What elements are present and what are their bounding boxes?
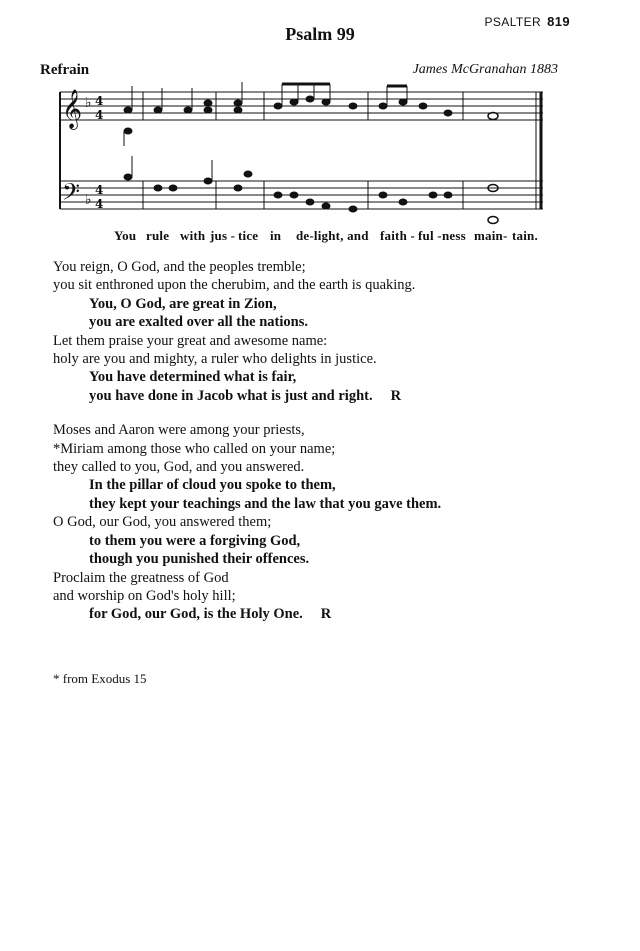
lyric-syllable: in (270, 228, 282, 243)
refrain-label: Refrain (40, 62, 90, 78)
stanza-2 (53, 421, 613, 623)
svg-text:♭: ♭ (85, 192, 92, 208)
lyric-syllable: ful - (418, 228, 442, 243)
response-marker: R (320, 606, 332, 623)
verse-line: to them you were a forgiving God, (89, 532, 301, 549)
lyric-syllable: jus - (210, 228, 236, 243)
verse-line: You reign, O God, and the peoples tremble; (53, 259, 306, 275)
verse-line: they called to you, God, and you answered. (53, 459, 305, 476)
verse-line: Let them praise your great and awesome name: (53, 332, 328, 349)
lyric-syllable: main- (474, 228, 508, 243)
footnote: * from Exodus 15 (53, 671, 147, 686)
svg-text:4: 4 (95, 94, 104, 108)
lyric-syllable: faith - (380, 228, 415, 243)
psalm-text (53, 258, 613, 624)
verse-line-text: you have done in Jacob what is just and right. (89, 387, 373, 404)
response-marker: R (390, 387, 402, 404)
lyric-syllable: tain. (512, 228, 538, 243)
svg-text:4: 4 (95, 108, 104, 122)
verse-line: Moses and Aaron were among your priests, (53, 422, 305, 439)
verse-line: they kept your teachings and the law that you gave them. (89, 495, 442, 512)
verse-line: You have determined what is fair, (89, 369, 297, 386)
verse-line: Proclaim the greatness of God (53, 569, 229, 586)
staff-notation (38, 78, 558, 248)
music-score (38, 78, 558, 248)
verse-line: you sit enthroned upon the cherubim, and the earth is quaking. (53, 277, 416, 294)
svg-text:4: 4 (95, 183, 104, 197)
composer-credit: James McGranahan 1883 (412, 62, 558, 77)
svg-text:𝄢: 𝄢 (62, 178, 81, 211)
verse-line (53, 605, 613, 623)
verse-line: and worship on God's holy hill; (53, 587, 236, 604)
svg-text:𝄞: 𝄞 (62, 89, 83, 129)
lyric-syllable: You (114, 228, 137, 243)
lyric-syllable: with (180, 228, 206, 243)
svg-text:4: 4 (95, 197, 104, 211)
page-title: Psalm 99 (285, 24, 355, 44)
verse-line: though you punished their offences. (89, 551, 310, 568)
lyric-syllable: rule (146, 228, 170, 243)
verse-line: O God, our God, you answered them; (53, 514, 272, 531)
verse-line: you are exalted over all the nations. (89, 314, 308, 331)
lyric-syllable: tice (238, 228, 259, 243)
section-label: PSALTER (484, 15, 542, 29)
verse-line: holy are you and mighty, a ruler who delights in justice. (53, 351, 377, 368)
verse-line: *Miriam among those who called on your name; (53, 440, 336, 457)
verse-line (53, 387, 613, 405)
verse-line: In the pillar of cloud you spoke to them, (89, 477, 336, 494)
stanza-1 (53, 258, 613, 405)
lyric-syllable: de-light, and (296, 228, 369, 243)
page-number: 819 (547, 14, 570, 29)
verse-line-text: for God, our God, is the Holy One. (89, 606, 303, 623)
lyric-syllable: ness (442, 228, 466, 243)
svg-text:♭: ♭ (85, 95, 92, 111)
verse-line: You, O God, are great in Zion, (89, 295, 277, 312)
